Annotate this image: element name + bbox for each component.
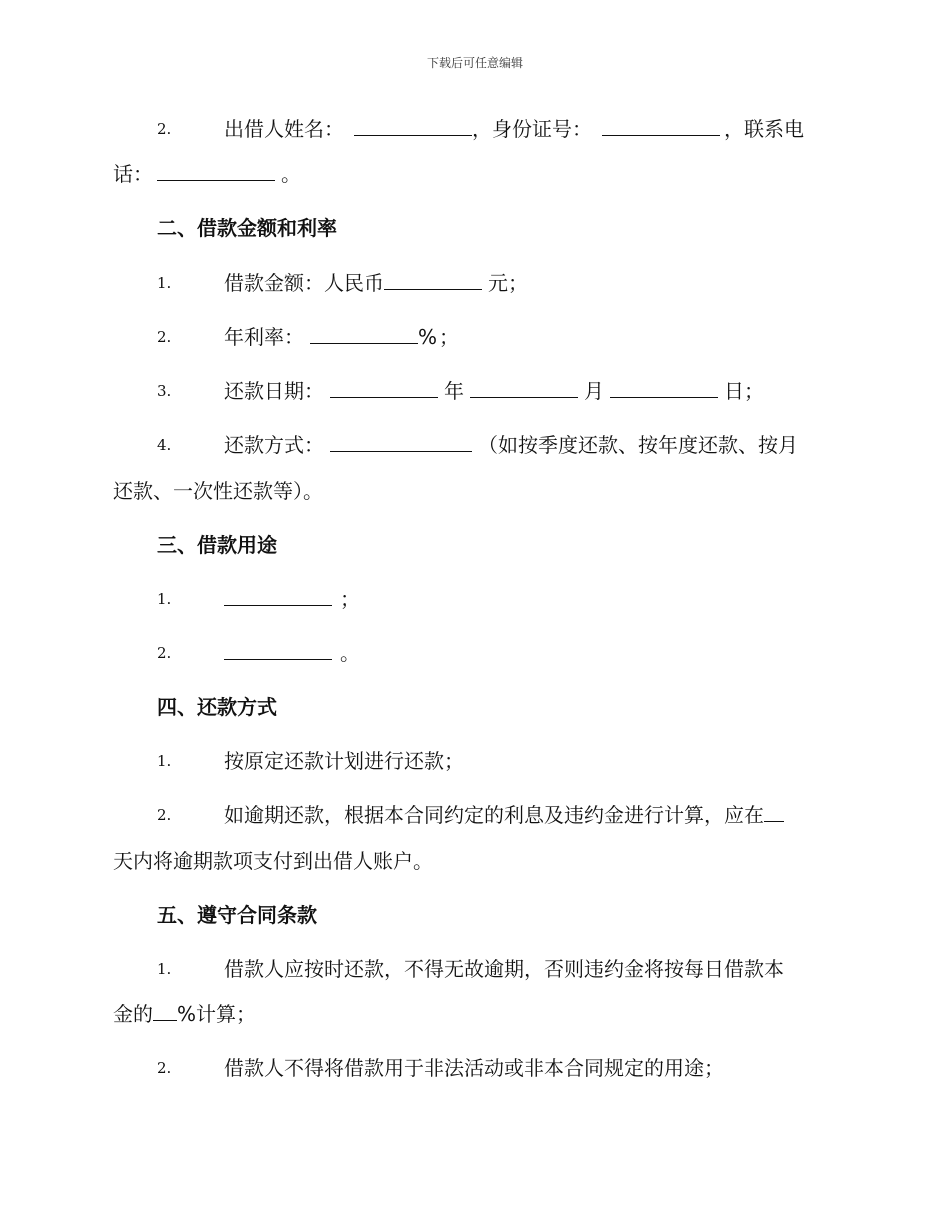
item-number: 1.: [157, 752, 172, 770]
lender-cont-text: [113, 159, 301, 189]
penalty-text-cont: [113, 999, 256, 1029]
item-text: 借款人应按时还款，不得无故逾期，否则违约金将按每日借款本: [224, 957, 784, 981]
year-label: 年: [444, 379, 464, 403]
item-text: 按原定还款计划进行还款；: [224, 749, 464, 773]
overdue-text-cont: 天内将逾期款项支付到出借人账户。: [113, 849, 433, 873]
lender-id-blank[interactable]: [602, 114, 720, 136]
purpose-blank[interactable]: [224, 584, 332, 606]
section4-title: 四、还款方式: [157, 695, 277, 719]
penalty-rate-blank[interactable]: [153, 999, 177, 1021]
section5-title: 五、遵守合同条款: [157, 903, 317, 927]
end-punct: ；: [439, 325, 460, 349]
lender-phone-label-cont: 话：: [113, 162, 153, 186]
item-number: 2.: [157, 120, 172, 138]
item-text: [224, 638, 360, 668]
section3-title: 三、借款用途: [157, 533, 277, 557]
item-text: 借款人不得将借款用于非法活动或非本合同规定的用途；: [224, 1056, 724, 1080]
lender-text: [224, 114, 804, 144]
lender-phone-blank[interactable]: [157, 159, 275, 181]
penalty-suffix: 计算；: [196, 1002, 257, 1026]
item-text: [224, 268, 528, 298]
item-text: [224, 376, 764, 406]
item-number: 1.: [157, 274, 172, 292]
amount-unit: 元；: [488, 271, 528, 295]
item-number: 2.: [157, 644, 172, 662]
lender-name-blank[interactable]: [354, 114, 472, 136]
month-blank[interactable]: [470, 376, 578, 398]
day-label: 日；: [724, 379, 764, 403]
penalty-pct: %: [177, 1002, 197, 1026]
end-punct: ；: [340, 587, 360, 611]
repay-date-label: 还款日期：: [224, 379, 324, 403]
item-number: 4.: [157, 436, 172, 454]
amount-blank[interactable]: [384, 268, 482, 290]
rate-label: 年利率：: [224, 325, 304, 349]
day-blank[interactable]: [610, 376, 718, 398]
item-number: 2.: [157, 328, 172, 346]
item-text: [224, 430, 798, 460]
rate-pct: %: [418, 325, 438, 349]
penalty-prefix: 金的: [113, 1002, 153, 1026]
lender-id-label: ，身份证号：: [472, 117, 592, 141]
item-number: 1.: [157, 960, 172, 978]
overdue-text: 如逾期还款，根据本合同约定的利息及违约金进行计算，应在: [224, 803, 764, 827]
repay-method-blank[interactable]: [330, 430, 472, 452]
section2-title: 二、借款金额和利率: [157, 216, 337, 240]
item-number: 2.: [157, 1059, 172, 1077]
repay-method-note-cont: 还款、一次性还款等）。: [113, 479, 323, 503]
item-text: [224, 800, 784, 830]
repay-method-label: 还款方式：: [224, 433, 324, 457]
rate-blank[interactable]: [310, 322, 418, 344]
end-punct: 。: [340, 641, 360, 665]
lender-phone-label: ，联系电: [724, 117, 804, 141]
repay-method-note: （如按季度还款、按年度还款、按月: [478, 433, 798, 457]
days-blank[interactable]: [764, 800, 784, 822]
page-header: 下载后可任意编辑: [426, 56, 523, 70]
item-number: 3.: [157, 382, 172, 400]
purpose-blank[interactable]: [224, 638, 332, 660]
month-label: 月: [584, 379, 604, 403]
end-punct: 。: [281, 162, 301, 186]
item-text: [224, 584, 360, 614]
item-number: 2.: [157, 806, 172, 824]
lender-name-label: 出借人姓名：: [224, 117, 344, 141]
item-number: 1.: [157, 590, 172, 608]
amount-label: 借款金额：人民币: [224, 271, 384, 295]
item-text: [224, 322, 459, 352]
year-blank[interactable]: [330, 376, 438, 398]
